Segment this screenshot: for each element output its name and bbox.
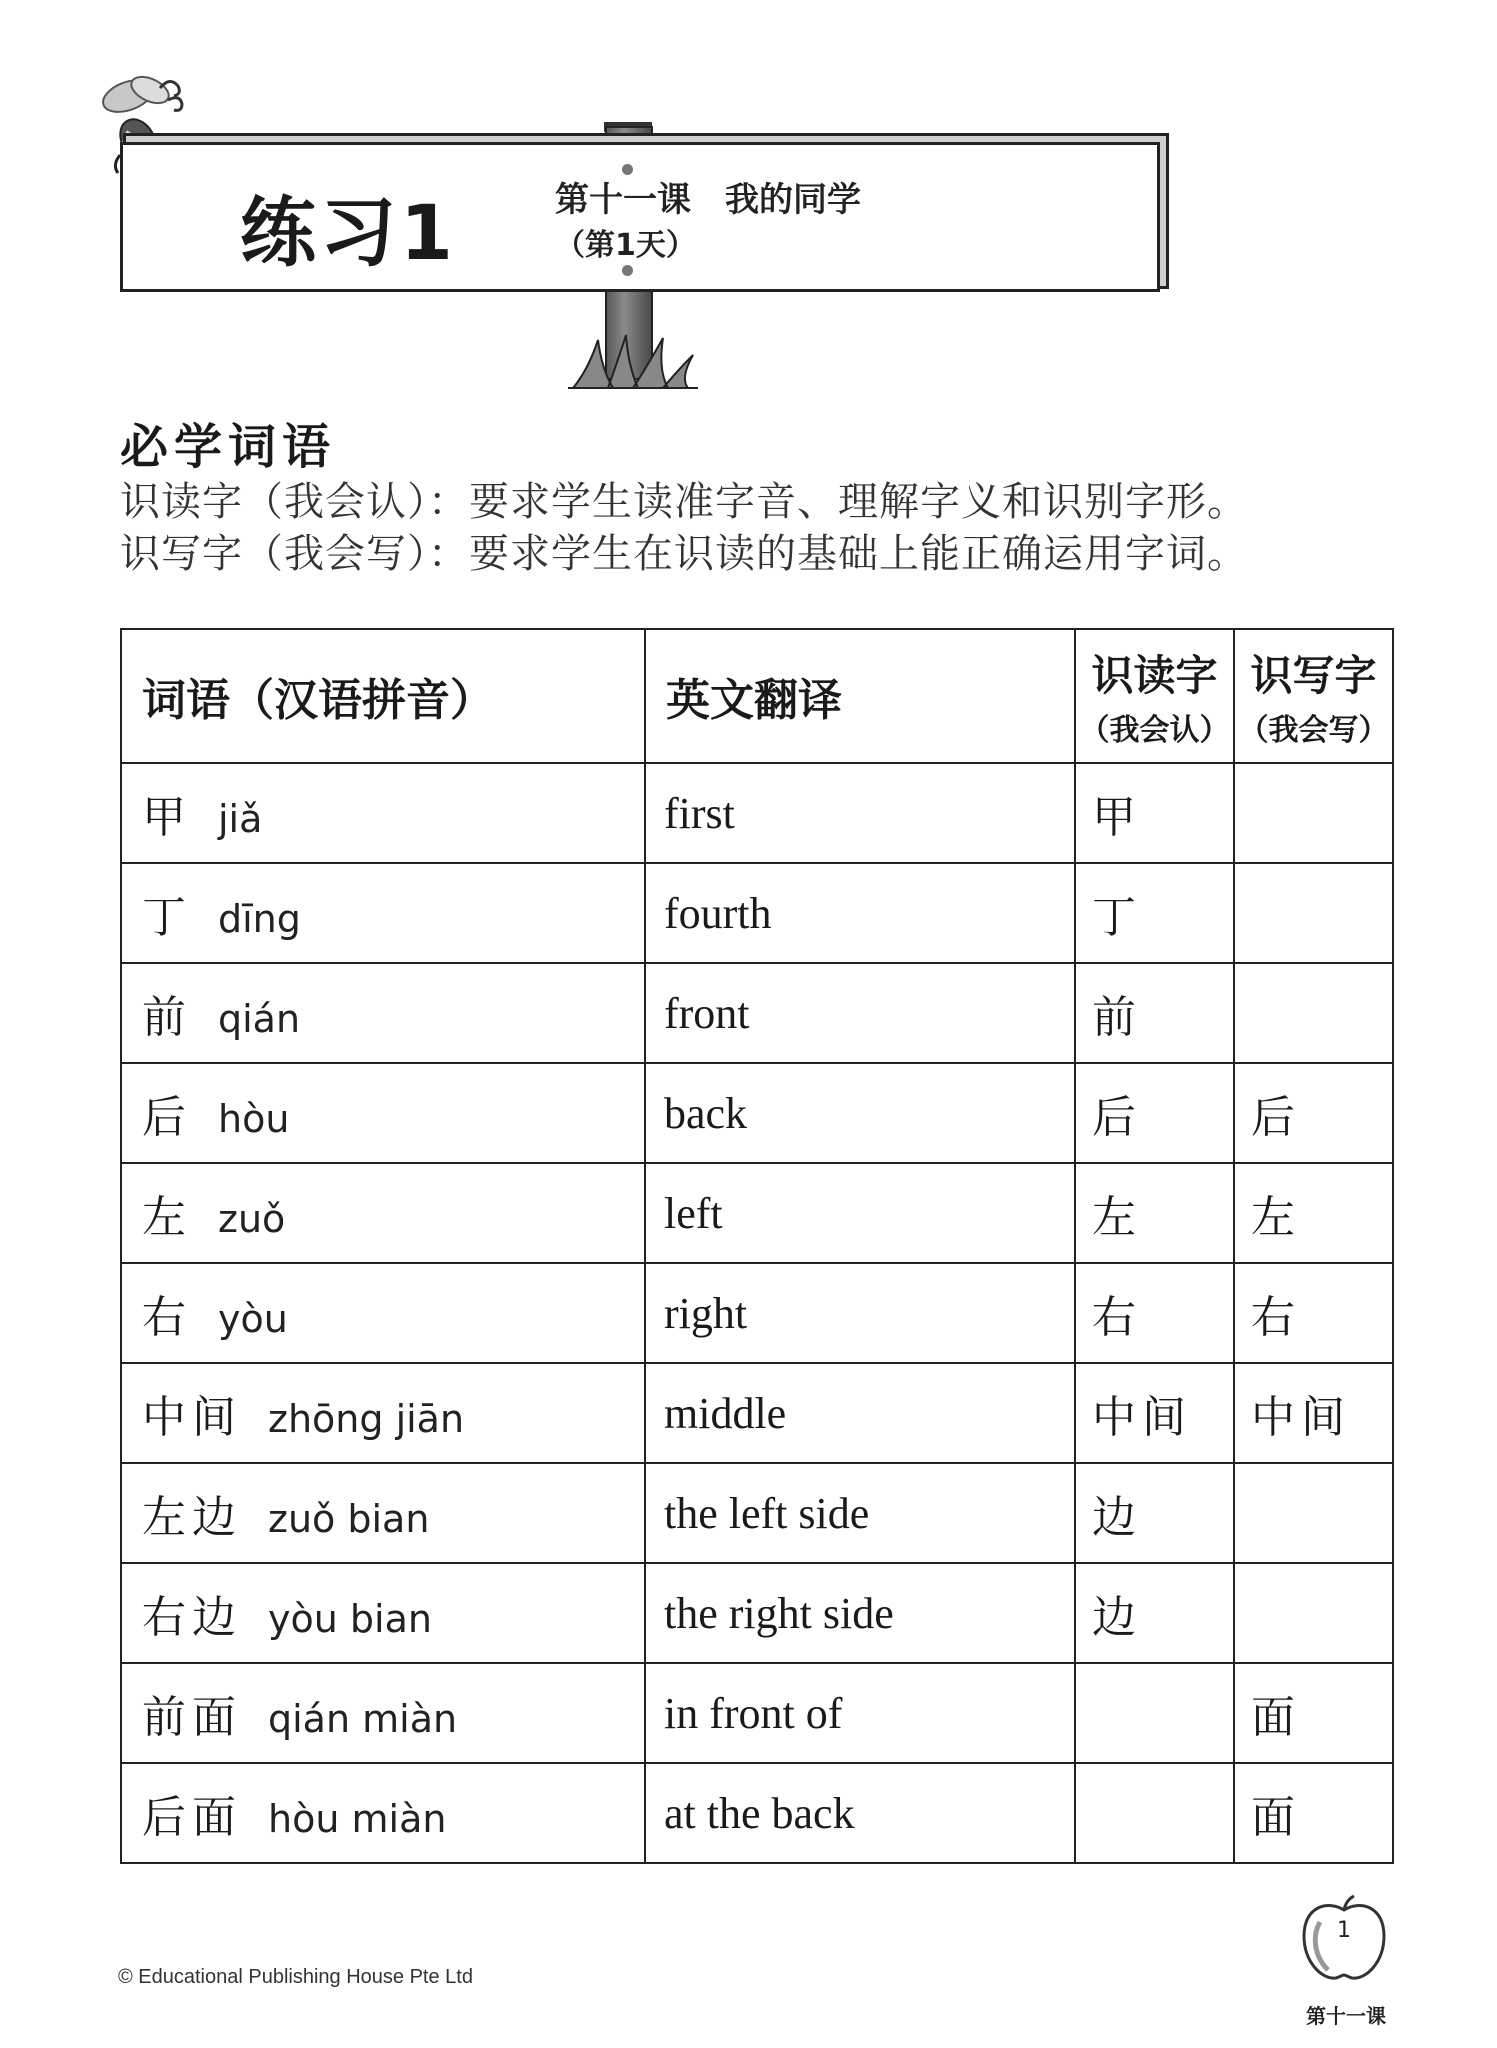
word-pinyin: qián bbox=[218, 997, 301, 1041]
write-char-cell: 面 bbox=[1234, 1663, 1393, 1763]
word-pinyin: zuǒ bian bbox=[268, 1497, 430, 1541]
read-char-cell bbox=[1075, 1763, 1234, 1863]
word-pinyin: hòu miàn bbox=[268, 1797, 447, 1841]
vocabulary-table bbox=[120, 628, 1394, 1864]
header-write-sub: （我会写） bbox=[1238, 713, 1389, 748]
word-hanzi: 丁 bbox=[142, 892, 192, 943]
word-cell bbox=[121, 1063, 645, 1163]
table-row bbox=[121, 1163, 1393, 1263]
grass-icon bbox=[568, 330, 698, 390]
read-char-cell: 丁 bbox=[1075, 863, 1234, 963]
header-write-main: 识写字 bbox=[1250, 651, 1377, 700]
write-char-cell bbox=[1234, 863, 1393, 963]
word-hanzi: 前面 bbox=[142, 1692, 242, 1743]
english-cell: at the back bbox=[645, 1763, 1075, 1863]
english-cell: first bbox=[645, 763, 1075, 863]
word-pinyin: zhōng jiān bbox=[268, 1397, 465, 1441]
write-char-cell bbox=[1234, 763, 1393, 863]
table-row bbox=[121, 1263, 1393, 1363]
word-hanzi: 左边 bbox=[142, 1492, 242, 1543]
table-row bbox=[121, 963, 1393, 1063]
header-read bbox=[1075, 629, 1234, 763]
word-hanzi: 左 bbox=[142, 1192, 192, 1243]
nail-icon bbox=[622, 265, 633, 276]
word-pinyin: yòu bbox=[218, 1297, 288, 1341]
english-cell: front bbox=[645, 963, 1075, 1063]
english-cell: the left side bbox=[645, 1463, 1075, 1563]
word-cell bbox=[121, 1263, 645, 1363]
table-row bbox=[121, 1363, 1393, 1463]
copyright: © Educational Publishing House Pte Ltd bbox=[118, 1966, 473, 1988]
read-char-cell bbox=[1075, 1663, 1234, 1763]
rule-read: 识读字（我会认）：要求学生读准字音、理解字义和识别字形。 bbox=[120, 479, 1248, 525]
read-char-cell: 后 bbox=[1075, 1063, 1234, 1163]
rule-write: 识写字（我会写）：要求学生在识读的基础上能正确运用字词。 bbox=[120, 531, 1248, 577]
word-hanzi: 后面 bbox=[142, 1792, 242, 1843]
word-cell bbox=[121, 1463, 645, 1563]
table-row bbox=[121, 1063, 1393, 1163]
word-cell bbox=[121, 1363, 645, 1463]
english-cell: the right side bbox=[645, 1563, 1075, 1663]
write-char-cell: 中间 bbox=[1234, 1363, 1393, 1463]
word-cell bbox=[121, 963, 645, 1063]
table-row bbox=[121, 1663, 1393, 1763]
day-label: （第1天） bbox=[555, 228, 696, 263]
write-char-cell: 左 bbox=[1234, 1163, 1393, 1263]
english-cell: back bbox=[645, 1063, 1075, 1163]
header-read-main: 识读字 bbox=[1091, 651, 1218, 700]
word-pinyin: hòu bbox=[218, 1097, 290, 1141]
footer-lesson-label: 第十一课 bbox=[1306, 2004, 1386, 2028]
page-number: 1 bbox=[1337, 1918, 1351, 1943]
header-signboard bbox=[90, 60, 1190, 400]
word-pinyin: yòu bian bbox=[268, 1597, 432, 1641]
word-hanzi: 前 bbox=[142, 992, 192, 1043]
word-hanzi: 甲 bbox=[142, 792, 192, 843]
section-heading: 必学词语 bbox=[120, 419, 337, 475]
english-cell: middle bbox=[645, 1363, 1075, 1463]
word-pinyin: dīng bbox=[218, 897, 301, 941]
write-char-cell: 后 bbox=[1234, 1063, 1393, 1163]
table-row bbox=[121, 863, 1393, 963]
read-char-cell: 右 bbox=[1075, 1263, 1234, 1363]
header-english: 英文翻译 bbox=[645, 629, 1075, 763]
english-cell: left bbox=[645, 1163, 1075, 1263]
word-pinyin: qián miàn bbox=[268, 1697, 458, 1741]
read-char-cell: 边 bbox=[1075, 1563, 1234, 1663]
word-cell bbox=[121, 763, 645, 863]
english-cell: fourth bbox=[645, 863, 1075, 963]
word-pinyin: jiǎ bbox=[218, 797, 263, 841]
word-hanzi: 右 bbox=[142, 1292, 192, 1343]
table-header-row bbox=[121, 629, 1393, 763]
word-pinyin: zuǒ bbox=[218, 1197, 286, 1241]
write-char-cell bbox=[1234, 963, 1393, 1063]
word-cell bbox=[121, 1663, 645, 1763]
table-row bbox=[121, 1763, 1393, 1863]
word-hanzi: 后 bbox=[142, 1092, 192, 1143]
table-row bbox=[121, 1563, 1393, 1663]
word-hanzi: 中间 bbox=[142, 1392, 242, 1443]
read-char-cell: 边 bbox=[1075, 1463, 1234, 1563]
read-char-cell: 前 bbox=[1075, 963, 1234, 1063]
read-char-cell: 左 bbox=[1075, 1163, 1234, 1263]
word-cell bbox=[121, 1163, 645, 1263]
table-row bbox=[121, 763, 1393, 863]
write-char-cell: 右 bbox=[1234, 1263, 1393, 1363]
header-word: 词语（汉语拼音） bbox=[121, 629, 645, 763]
english-cell: right bbox=[645, 1263, 1075, 1363]
lesson-title: 第十一课 我的同学 bbox=[555, 180, 861, 220]
header-write bbox=[1234, 629, 1393, 763]
header-read-sub: （我会认） bbox=[1079, 713, 1230, 748]
write-char-cell bbox=[1234, 1563, 1393, 1663]
write-char-cell bbox=[1234, 1463, 1393, 1563]
read-char-cell: 甲 bbox=[1075, 763, 1234, 863]
word-cell bbox=[121, 863, 645, 963]
read-char-cell: 中间 bbox=[1075, 1363, 1234, 1463]
word-hanzi: 右边 bbox=[142, 1592, 242, 1643]
exercise-title: 练习1 bbox=[240, 188, 457, 277]
write-char-cell: 面 bbox=[1234, 1763, 1393, 1863]
table-row bbox=[121, 1463, 1393, 1563]
word-cell bbox=[121, 1563, 645, 1663]
word-cell bbox=[121, 1763, 645, 1863]
english-cell: in front of bbox=[645, 1663, 1075, 1763]
